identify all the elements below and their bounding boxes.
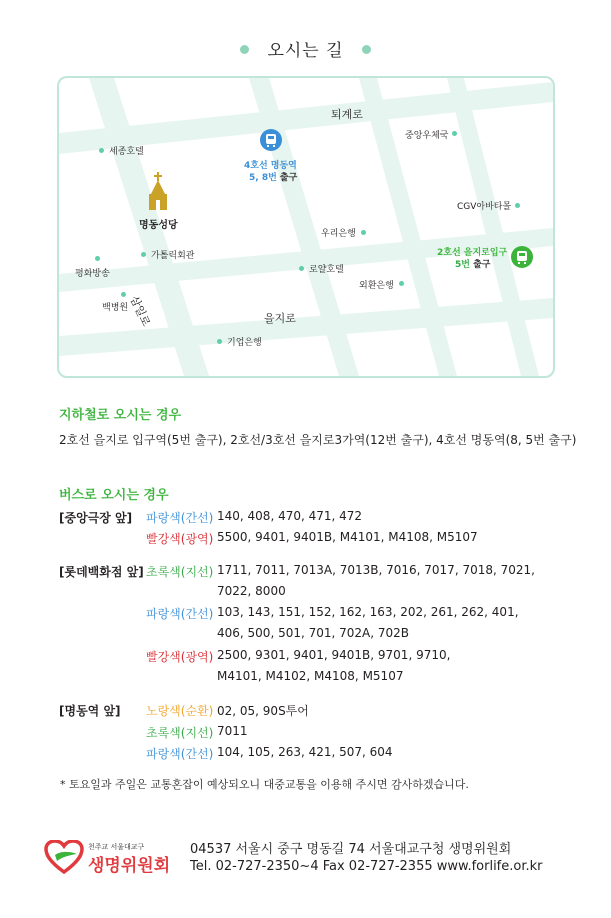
marker-dot — [121, 292, 126, 297]
subway-2-icon — [511, 246, 533, 268]
road-label-toegye: 퇴계로 — [331, 108, 363, 121]
bullet-dot-icon — [362, 45, 371, 54]
bus-route-type: 빨강색(광역) — [146, 650, 214, 664]
bus-route-lines: 2500, 9301, 9401, 9401B, 9701, 9710, — [217, 648, 451, 662]
road-diag-4 — [447, 78, 539, 376]
bus-route-lines: 5500, 9401, 9401B, M4101, M4108, M5107 — [217, 530, 478, 544]
bus-route-lines: 406, 500, 501, 701, 702A, 702B — [217, 626, 410, 640]
subway-heading: 지하철로 오시는 경우 — [59, 408, 182, 423]
bus-route-lines: 104, 105, 263, 421, 507, 604 — [217, 745, 393, 759]
footer-org: 생명위원회 — [88, 856, 171, 876]
bus-route-lines: 103, 143, 151, 152, 162, 163, 202, 261, 262, 401, — [217, 605, 519, 619]
station-2-exit-num: 5번 — [455, 260, 470, 270]
bus-route-lines: 7022, 8000 — [217, 584, 286, 598]
place-ibk: 기업은행 — [227, 338, 262, 348]
bus-stop-name: [롯데백화점 앞] — [59, 565, 144, 579]
marker-dot — [217, 339, 222, 344]
marker-dot — [515, 203, 520, 208]
bus-route-type: 초록색(지선) — [146, 565, 214, 579]
marker-dot — [141, 252, 146, 257]
bus-route-type: 파랑색(간선) — [146, 607, 214, 621]
bus-route-lines: 7011 — [217, 724, 248, 738]
bus-route-type: 초록색(지선) — [146, 726, 214, 740]
footer-contact: Tel. 02-727-2350~4 Fax 02-727-2355 www.forlife.or.kr — [190, 859, 543, 874]
bus-route-type: 노랑색(순환) — [146, 704, 214, 718]
bus-route-type: 빨강색(광역) — [146, 532, 214, 546]
marker-dot — [361, 230, 366, 235]
station-2-line1: 2호선 을지로입구 — [437, 248, 508, 258]
road-label-samil: 삼일로 — [127, 293, 153, 329]
subway-4-icon — [260, 129, 282, 151]
page-title — [0, 36, 611, 61]
weekend-note: * 토요일과 주일은 교통혼잡이 예상되오니 대중교통을 이용해 주시면 감사하겠습니다. — [60, 778, 469, 791]
page-title-text: 오시는 길 — [267, 41, 344, 61]
station-4-exit-num: 5, 8번 — [249, 173, 277, 183]
bus-route-lines: 02, 05, 90S투어 — [217, 704, 309, 718]
bus-route-lines: 1711, 7011, 7013A, 7013B, 7016, 7017, 7018, 7021, — [217, 563, 535, 577]
place-paik-hospital: 백병원 — [102, 303, 129, 313]
bus-route-type: 파랑색(간선) — [146, 747, 214, 761]
marker-dot — [299, 266, 304, 271]
place-cgv: CGV아바타몰 — [457, 202, 512, 212]
station-4-line1: 4호선 명동역 — [244, 161, 297, 171]
heart-logo-icon — [44, 840, 84, 878]
bus-heading: 버스로 오시는 경우 — [59, 488, 169, 503]
place-central-post: 중앙우체국 — [405, 131, 449, 141]
footer-org-small: 천주교 서울대교구 — [88, 843, 145, 851]
marker-dot — [452, 131, 457, 136]
bus-stop-name: [명동역 앞] — [59, 704, 121, 718]
bus-stop-name: [중앙극장 앞] — [59, 511, 133, 525]
station-2-exit — [455, 257, 491, 270]
marker-dot — [99, 148, 104, 153]
bullet-dot-icon — [240, 45, 249, 54]
subway-text: 2호선 을지로 입구역(5번 출구), 2호선/3호선 을지로3가역(12번 출구), 4호선 명동역(8, 5번 출구) — [59, 433, 577, 447]
place-keb: 외환은행 — [359, 281, 394, 291]
place-sejong-hotel: 세종호텔 — [109, 147, 144, 157]
bus-route-lines: 140, 408, 470, 471, 472 — [217, 509, 363, 523]
marker-dot — [399, 281, 404, 286]
marker-dot — [95, 256, 100, 261]
station-4-exit-label: 출구 — [279, 173, 298, 183]
church-label: 명동성당 — [139, 220, 178, 231]
footer-address: 04537 서울시 중구 명동길 74 서울대교구청 생명위원회 — [190, 842, 512, 857]
station-4-exit — [249, 170, 297, 183]
bus-route-type: 파랑색(간선) — [146, 511, 214, 525]
road-label-euljiro: 을지로 — [264, 312, 296, 325]
place-royal-hotel: 로얄호텔 — [309, 265, 344, 275]
station-2-exit-label: 출구 — [473, 260, 491, 270]
place-woori-bank: 우리은행 — [321, 229, 356, 239]
place-pbc: 평화방송 — [75, 269, 110, 279]
map-roads — [59, 78, 553, 376]
location-map — [57, 76, 555, 378]
place-catholic-center: 가톨릭회관 — [151, 251, 195, 261]
bus-route-lines: M4101, M4102, M4108, M5107 — [217, 669, 404, 683]
